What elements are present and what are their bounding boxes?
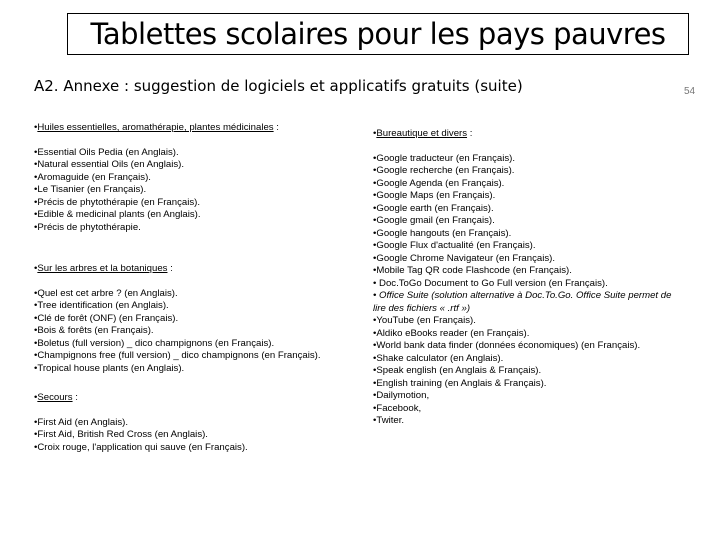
list-item: •Google hangouts (en Français). bbox=[373, 227, 512, 239]
list-item: •Google Chrome Navigateur (en Français). bbox=[373, 252, 555, 264]
list-item: •Aromaguide (en Français). bbox=[34, 171, 151, 183]
list-item: •Quel est cet arbre ? (en Anglais). bbox=[34, 287, 178, 299]
slide-title bbox=[67, 13, 689, 55]
section-heading-first-aid: •Secours : bbox=[34, 392, 78, 403]
list-item: •Edible & medicinal plants (en Anglais). bbox=[34, 209, 201, 220]
list-item: •Essential Oils Pedia (en Anglais). bbox=[34, 146, 179, 158]
list-item: •Clé de forêt (ONF) (en Français). bbox=[34, 312, 179, 324]
list-item: •Précis de phytothérapie (en Français). bbox=[34, 196, 200, 208]
page-number: 54 bbox=[684, 86, 696, 97]
list-item: •English training (en Anglais & Français). bbox=[373, 377, 547, 389]
right-column bbox=[373, 128, 673, 428]
section-heading-oils: •Huiles essentielles, aromathérapie, plantes médicinales : bbox=[34, 122, 279, 133]
list-item: •Boletus (full version) _ dico champignons (en Français). bbox=[34, 337, 275, 349]
list-item: •First Aid, British Red Cross (en Anglais). bbox=[34, 429, 208, 440]
list-item: •Le Tisanier (en Français). bbox=[34, 184, 147, 195]
list-item: •Speak english (en Anglais & Français). bbox=[373, 365, 542, 376]
list-item: •Champignons free (full version) _ dico champignons (en Français). bbox=[34, 350, 321, 361]
list-item: •Google Agenda (en Français). bbox=[373, 177, 505, 189]
list-item: •Google traducteur (en Français). bbox=[373, 152, 515, 164]
list-item: •Facebook, bbox=[373, 402, 422, 414]
list-item: •World bank data finder (données économiques) (en Français). bbox=[373, 340, 641, 351]
list-item: •Bois & forêts (en Français). bbox=[34, 325, 154, 336]
list-item: •Google Flux d'actualité (en Français). bbox=[373, 240, 536, 251]
list-item: •Aldiko eBooks reader (en Français). bbox=[373, 327, 530, 339]
list-item: •First Aid (en Anglais). bbox=[34, 416, 129, 428]
list-item: •Google gmail (en Français). bbox=[373, 215, 495, 226]
section-heading-office: •Bureautique et divers : bbox=[373, 128, 473, 139]
list-item: •Google recherche (en Français). bbox=[373, 165, 515, 176]
list-item: •Tree identification (en Anglais). bbox=[34, 300, 169, 311]
list-item: •Google earth (en Français). bbox=[373, 202, 494, 214]
list-item: •Dailymotion, bbox=[373, 390, 430, 401]
list-item: •Croix rouge, l'application qui sauve (en Français). bbox=[34, 441, 248, 453]
list-item: •Tropical house plants (en Anglais). bbox=[34, 362, 185, 374]
list-item: •Google Maps (en Français). bbox=[373, 190, 496, 201]
section-subtitle: A2. Annexe : suggestion de logiciels et applicatifs gratuits (suite) bbox=[34, 77, 523, 95]
list-item: •Précis de phytothérapie. bbox=[34, 221, 141, 233]
list-item: •Natural essential Oils (en Anglais). bbox=[34, 159, 184, 170]
slide-title-text: Tablettes scolaires pour les pays pauvres bbox=[90, 17, 666, 51]
list-item: •Shake calculator (en Anglais). bbox=[373, 352, 504, 364]
list-item: •YouTube (en Français). bbox=[373, 315, 476, 326]
list-item: • Doc.ToGo Document to Go Full version (en Français). bbox=[373, 277, 608, 289]
left-column bbox=[34, 122, 349, 454]
list-item: •Mobile Tag QR code Flashcode (en Français). bbox=[373, 265, 572, 276]
section-heading-trees: •Sur les arbres et la botaniques : bbox=[34, 263, 173, 274]
list-item: •Twiter. bbox=[373, 415, 405, 426]
italic-note: • Office Suite (solution alternative à Doc.To.Go. Office Suite permet de lire des fichiers « .rtf ») bbox=[373, 290, 672, 314]
